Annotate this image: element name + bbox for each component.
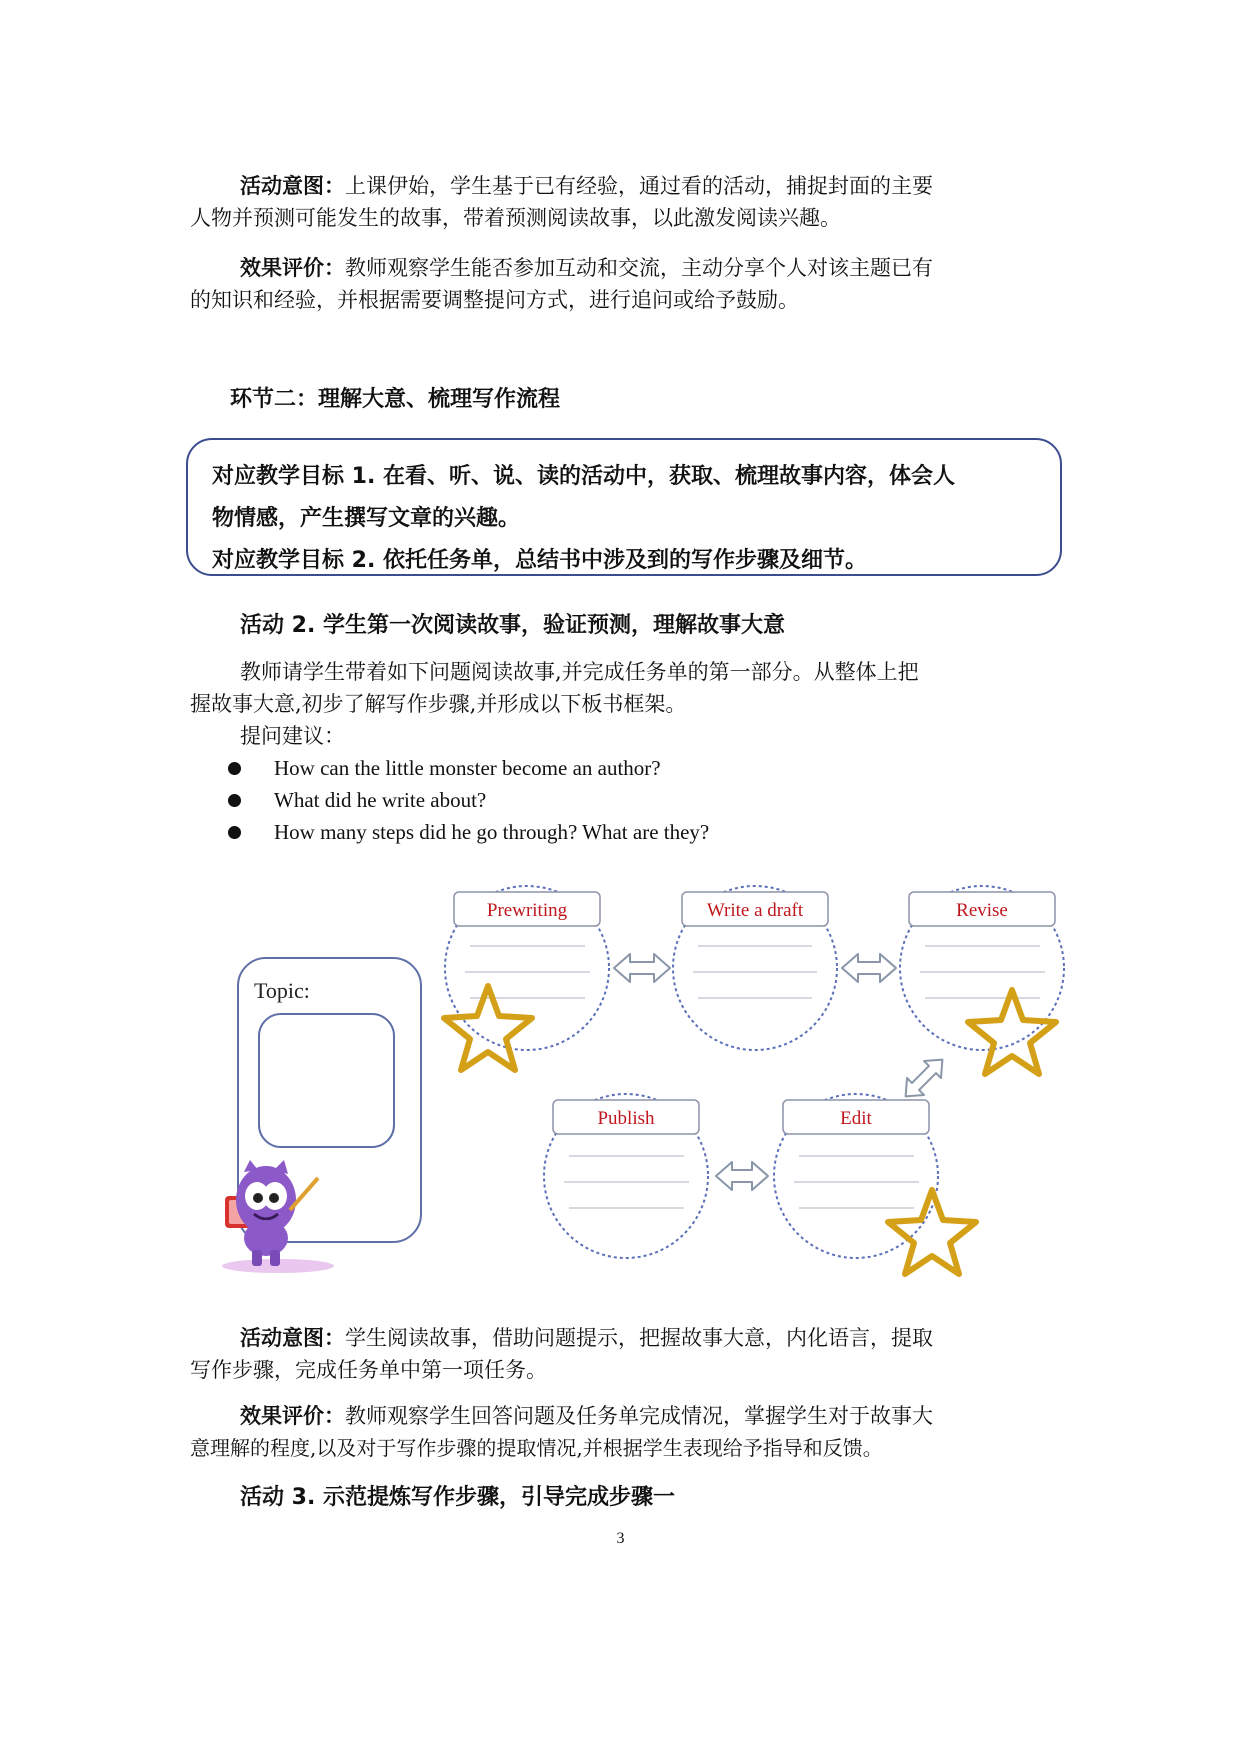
goal-line1: 对应教学目标 1. 在看、听、说、读的活动中，获取、梳理故事内容，体会人 (212, 464, 955, 489)
intent-text-line2: 人物并预测可能发生的故事，带着预测阅读故事，以此激发阅读兴趣。 (190, 206, 841, 230)
activity2-body-line1: 教师请学生带着如下问题阅读故事,并完成任务单的第一部分。从整体上把 (240, 660, 919, 684)
step-revise (900, 886, 1064, 1074)
after-eval-paragraph (190, 1400, 1050, 1464)
question-text: How many steps did he go through? What are they? (274, 820, 710, 844)
eval-text-line2: 意理解的程度,以及对于写作步骤的提取情况,并根据学生表现给予指导和反馈。 (190, 1436, 883, 1460)
goal-line2: 物情感，产生撰写文章的兴趣。 (212, 506, 521, 531)
step-label: Publish (597, 1108, 655, 1129)
eval-label: 效果评价： (240, 255, 345, 280)
eval-label: 效果评价： (240, 1403, 345, 1428)
double-arrow-icon (897, 1051, 951, 1105)
topic-inner-box (259, 1014, 394, 1147)
topic-label: Topic: (254, 978, 310, 1003)
goal-line3: 对应教学目标 2. 依托任务单，总结书中涉及到的写作步骤及细节。 (212, 548, 867, 573)
star-icon (888, 1190, 976, 1274)
step-label: Revise (956, 900, 1008, 921)
double-arrow-icon (716, 1162, 768, 1190)
activity2-body-line2: 握故事大意,初步了解写作步骤,并形成以下板书框架。 (190, 692, 687, 716)
step-edit (774, 1094, 976, 1274)
eval-text-line1: 教师观察学生回答问题及任务单完成情况，掌握学生对于故事大 (345, 1404, 933, 1428)
question-text: How can the little monster become an author? (274, 756, 661, 780)
eval-text-line2: 的知识和经验，并根据需要调整提问方式，进行追问或给予鼓励。 (190, 288, 799, 312)
double-arrow-icon (614, 954, 670, 982)
question-text: What did he write about? (274, 788, 487, 812)
intent-text-line1: 上课伊始，学生基于已有经验，通过看的活动，捕捉封面的主要 (345, 174, 933, 198)
step-label: Write a draft (706, 900, 804, 921)
step-label: Edit (840, 1108, 872, 1129)
question-prompt: 提问建议： (240, 724, 345, 748)
intent-label: 活动意图： (240, 1325, 345, 1350)
eval-text-line1: 教师观察学生能否参加互动和交流，主动分享个人对该主题已有 (345, 256, 933, 280)
page-number: 3 (616, 1530, 625, 1547)
activity3-title: 活动 3. 示范提炼写作步骤，引导完成步骤一 (240, 1485, 675, 1510)
step-prewriting (444, 886, 609, 1070)
after-intent-paragraph (190, 1322, 1050, 1386)
intent-text-line1: 学生阅读故事，借助问题提示，把握故事大意，内化语言，提取 (345, 1326, 933, 1350)
activity2-title: 活动 2. 学生第一次阅读故事，验证预测，理解故事大意 (240, 613, 785, 638)
step-label: Prewriting (486, 900, 568, 921)
double-arrow-icon (842, 954, 896, 982)
section2-title: 环节二：理解大意、梳理写作流程 (230, 387, 561, 412)
star-icon (968, 990, 1056, 1074)
step-write-draft (673, 886, 837, 1050)
intent-label: 活动意图： (240, 173, 345, 198)
step-publish (544, 1094, 708, 1258)
intent-text-line2: 写作步骤，完成任务单中第一项任务。 (190, 1358, 547, 1382)
